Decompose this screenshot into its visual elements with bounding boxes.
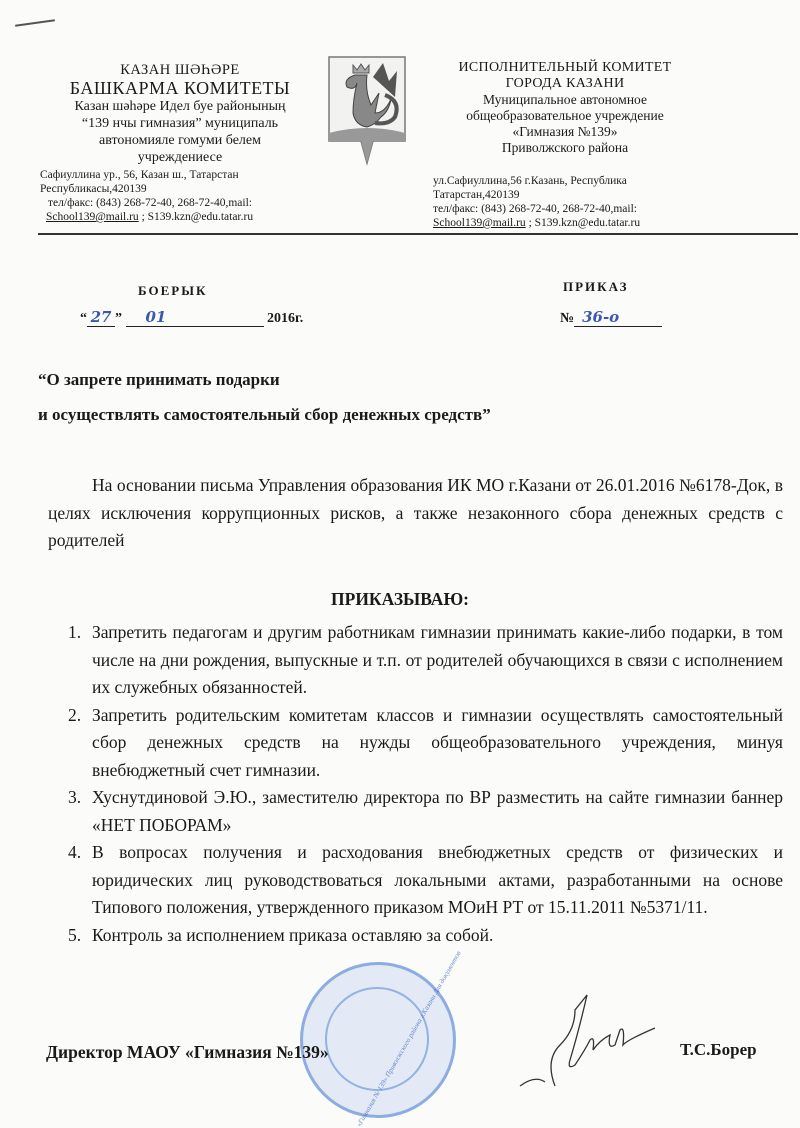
director-name: Т.С.Борер (680, 1040, 757, 1059)
order-day: 27 (87, 308, 115, 327)
handwritten-signature-icon (515, 990, 665, 1093)
order-item (48, 839, 783, 922)
email-line (40, 210, 330, 224)
address-line: Республикасы,420139 (40, 183, 147, 195)
item-number: 3. (68, 787, 82, 807)
order-item (48, 702, 783, 785)
order-year: 2016г. (267, 311, 304, 326)
header-right-line1: ИСПОЛНИТЕЛЬНЫЙ КОМИТЕТ (458, 60, 672, 75)
order-item (48, 619, 783, 702)
phone-line: тел/факс: (843) 268-72-40, 268-72-40,mail: (48, 197, 252, 209)
order-month: 01 (126, 308, 264, 327)
stamp-text: «Гимназия № 139» Приволжского района г.Казани Для документов (354, 949, 463, 1128)
item-number: 2. (68, 704, 82, 725)
quote-close: ” (115, 311, 122, 326)
phone-line: тел/факс: (843) 268-72-40, 268-72-40,mail: (433, 203, 637, 215)
header-left-line5: автономияле гомуми белем (99, 133, 261, 148)
header-right-russian (425, 60, 705, 230)
email-link[interactable]: School139@mail.ru (433, 217, 526, 229)
order-title-line2: и осуществлять самостоятельный сбор денежных средств” (38, 405, 491, 424)
order-number: 36-о (574, 308, 662, 327)
address-line: Татарстан,420139 (433, 189, 520, 201)
order-items (48, 619, 783, 949)
preamble: На основании письма Управления образования ИК МО г.Казани от 26.01.2016 №6178-Док, в целях исключения коррупционных рисков, а также незаконного сбора денежных средств с родителей (48, 475, 783, 550)
order-label-russian: ПРИКАЗ (563, 279, 629, 294)
scan-mark (15, 19, 55, 27)
email-link[interactable]: School139@mail.ru (46, 211, 139, 223)
coat-of-arms-icon (327, 55, 407, 172)
header-right-line2: ГОРОДА КАЗАНИ (505, 76, 625, 91)
email-text: ; S139.kzn@edu.tatar.ru (525, 217, 641, 229)
order-date (80, 308, 303, 327)
item-text: Запретить педагогам и другим работникам гимназии принимать какие-либо подарки, в том числе на дни рождения, выпускные и т.п. от родителей обучающихся в связи с исполнением их служебных обязанностей. (92, 622, 783, 697)
order-item (48, 784, 783, 839)
header-left-line2: БАШКАРМА КОМИТЕТЫ (69, 78, 291, 98)
order-title-line1: “О запрете принимать подарки (38, 370, 280, 389)
order-number-field (560, 308, 662, 327)
item-number: 4. (68, 842, 82, 862)
header-left-line1: КАЗАН ШӘҺӘРЕ (120, 62, 240, 78)
item-text: Запретить родительским комитетам классов и гимназии осуществлять самостоятельный сбор денежных средств на нужды общеобразовательного учреждения, минуя внебюджетный счет гимназии. (92, 704, 783, 780)
item-number: 5. (68, 924, 82, 945)
item-text: Хуснутдиновой Э.Ю., заместителю директора по ВР разместить на сайте гимназии баннер «НЕТ ПОБОРАМ» (92, 787, 783, 835)
item-number: 1. (68, 622, 82, 642)
item-text: Контроль за исполнением приказа оставляю за собой. (92, 924, 494, 945)
header-left-line6: учреждениесе (137, 150, 223, 165)
header-right-line4: общеобразовательное учреждение (466, 108, 664, 123)
email-text: ; S139.kzn@edu.tatar.ru (138, 211, 254, 223)
item-text: В вопросах получения и расходования внебюджетных средств от физических и юридических лиц руководствоваться локальными актами, разработанными на основе Типового положения, утвержденного приказом МОиН РТ от 15.11.2011 №5371/11. (92, 842, 783, 917)
header-left-tatar (30, 62, 330, 224)
header-left-line4: “139 нчы гимназия” муниципаль (81, 116, 279, 131)
order-heading: ПРИКАЗЫВАЮ: (331, 589, 469, 609)
number-sign: № (560, 311, 575, 326)
official-stamp (300, 949, 463, 1128)
header-left-address (30, 168, 330, 224)
header-right-line3: Муниципальное автономное (483, 92, 647, 107)
email-line (433, 216, 705, 230)
director-position: Директор МАОУ «Гимназия №139» (46, 1042, 329, 1062)
order-item (48, 922, 783, 950)
header-right-line5: «Гимназия №139» (512, 124, 618, 139)
quote-open: “ (80, 311, 87, 326)
header-left-line3: Казан шәһәре Идел буе районының (74, 99, 286, 114)
header-right-line6: Приволжского района (501, 140, 629, 155)
order-label-tatar: БОЕРЫК (138, 283, 208, 298)
header-right-address (425, 174, 705, 230)
header-divider (38, 233, 798, 235)
address-line: Сафиуллина ур., 56, Казан ш., Татарстан (40, 169, 239, 181)
address-line: ул.Сафиуллина,56 г.Казань, Республика (433, 175, 627, 187)
